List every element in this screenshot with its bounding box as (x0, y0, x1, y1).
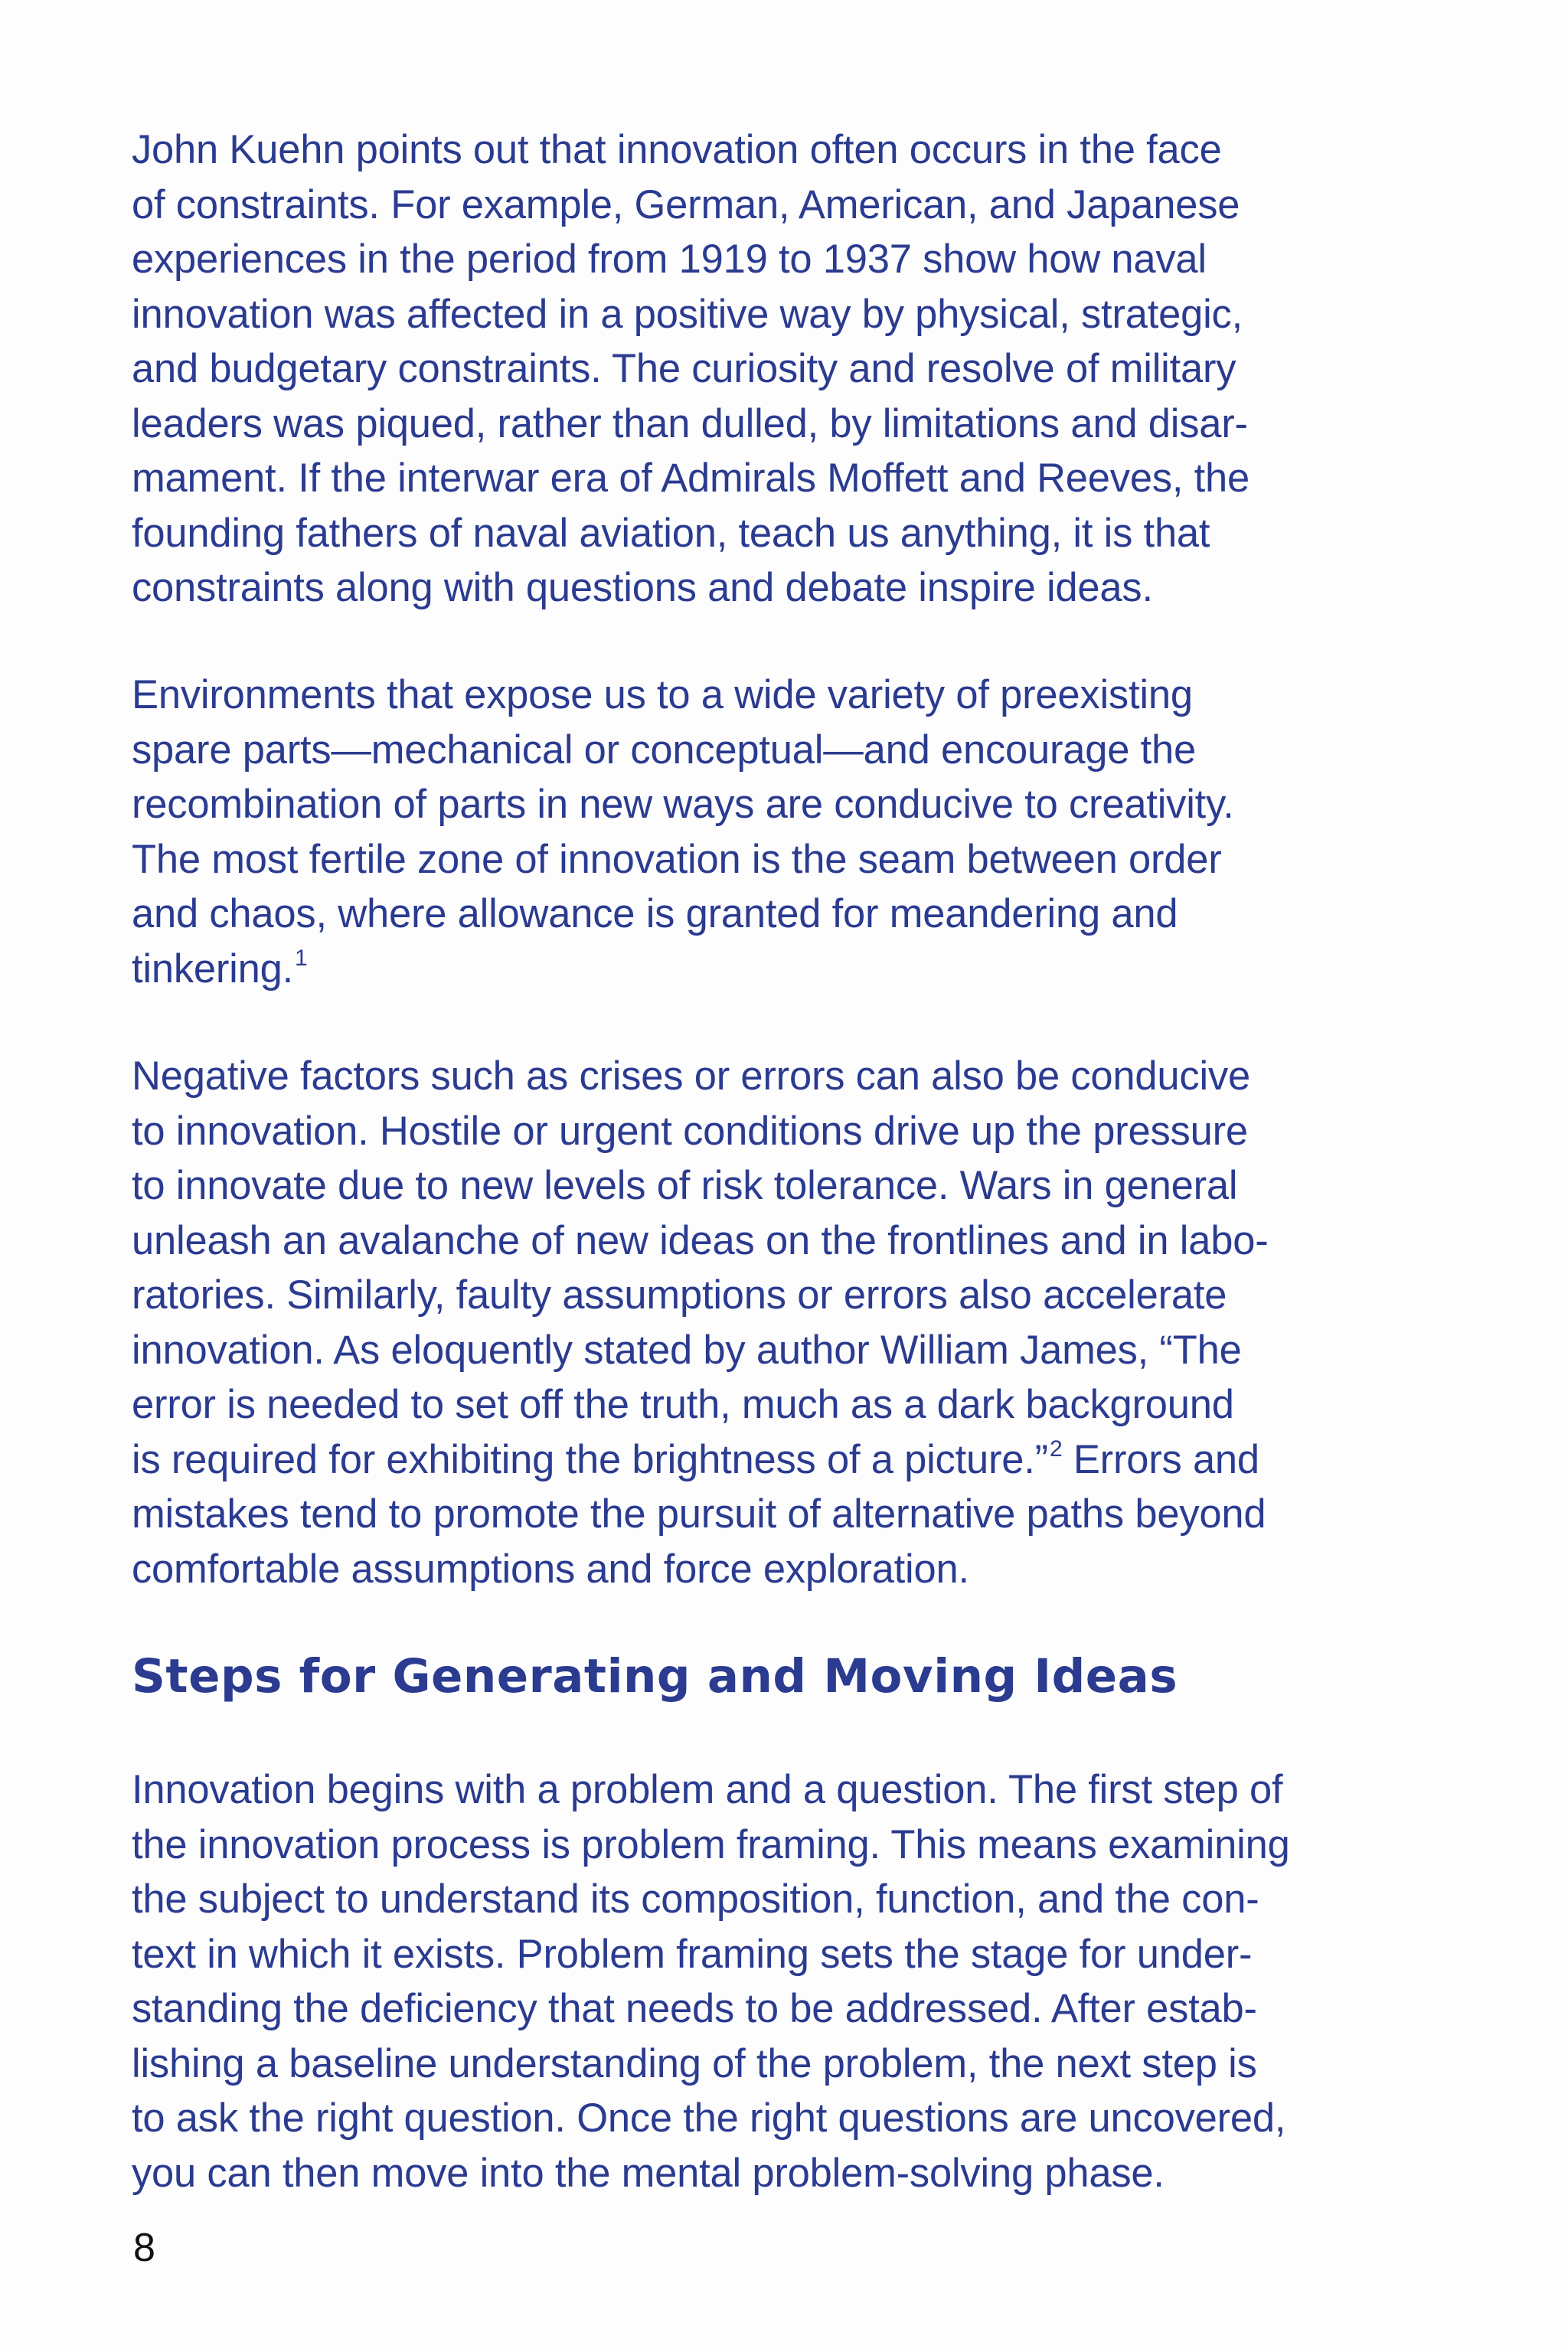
paragraph-innovation-steps-text: Innovation begins with a problem and a question. The first step of the innovation process is problem framing. This means examining the subject to understand its composition, function, and the con- text in which it exists. Problem framing sets the stage for under- standing the deficiency that needs to be addressed. After estab- lishing a baseline understanding of the problem, the next step is to ask the right question. Once the right questions are uncovered, you can then move into the mental problem-solving phase. (132, 1767, 1290, 2196)
paragraph-constraints-text: John Kuehn points out that innovation often occurs in the face of constraints. For example, German, American, and Japanese experiences in the period from 1919 to 1937 show how naval innovation was affected in a positive way by physical, strategic, and budgetary constraints. The curiosity and resolve of military leaders was piqued, rather than dulled, by limitations and disar- mament. If the interwar era of Admirals Moffett and Reeves, the founding fathers of naval aviation, teach us anything, it is that constraints along with questions and debate inspire ideas. (132, 127, 1250, 610)
paragraph-environments-text: Environments that expose us to a wide variety of preexisting spare parts—mechanical or conceptual—and encourage the recombination of parts in new ways are conducive to creativity. The most fertile zone of innovation is the seam between order and chaos, where allowance is granted for meandering and tinkering. (132, 672, 1234, 991)
section-heading: Steps for Generating and Moving Ideas (132, 1649, 1178, 1704)
paragraph-environments (132, 668, 1449, 996)
paragraph-innovation-steps (132, 1762, 1449, 2200)
paragraph-negative-factors-text-a: Negative factors such as crises or errors can also be conducive to innovation. Hostile or urgent conditions drive up the pressure to innovate due to new levels of risk tolerance. Wars in general unleash an avalanche of new ideas on the frontlines and in labo- ratories. Similarly, faulty assumptions or errors also accelerate innovation. As eloquently stated by author William James, “The error is needed to set off the truth, much as a dark background is required for exhibiting the brightness of a picture.” (132, 1054, 1269, 1482)
footnote-ref-1: 1 (295, 945, 308, 971)
footnote-ref-2: 2 (1049, 1436, 1063, 1462)
paragraph-negative-factors (132, 1049, 1449, 1596)
paragraph-constraints (132, 122, 1449, 616)
paragraph-negative-factors-text-b: Errors and mistakes tend to promote the pursuit of alternative paths beyond comfortable assumptions and force exploration. (132, 1436, 1266, 1592)
page-number: 8 (133, 2226, 155, 2270)
